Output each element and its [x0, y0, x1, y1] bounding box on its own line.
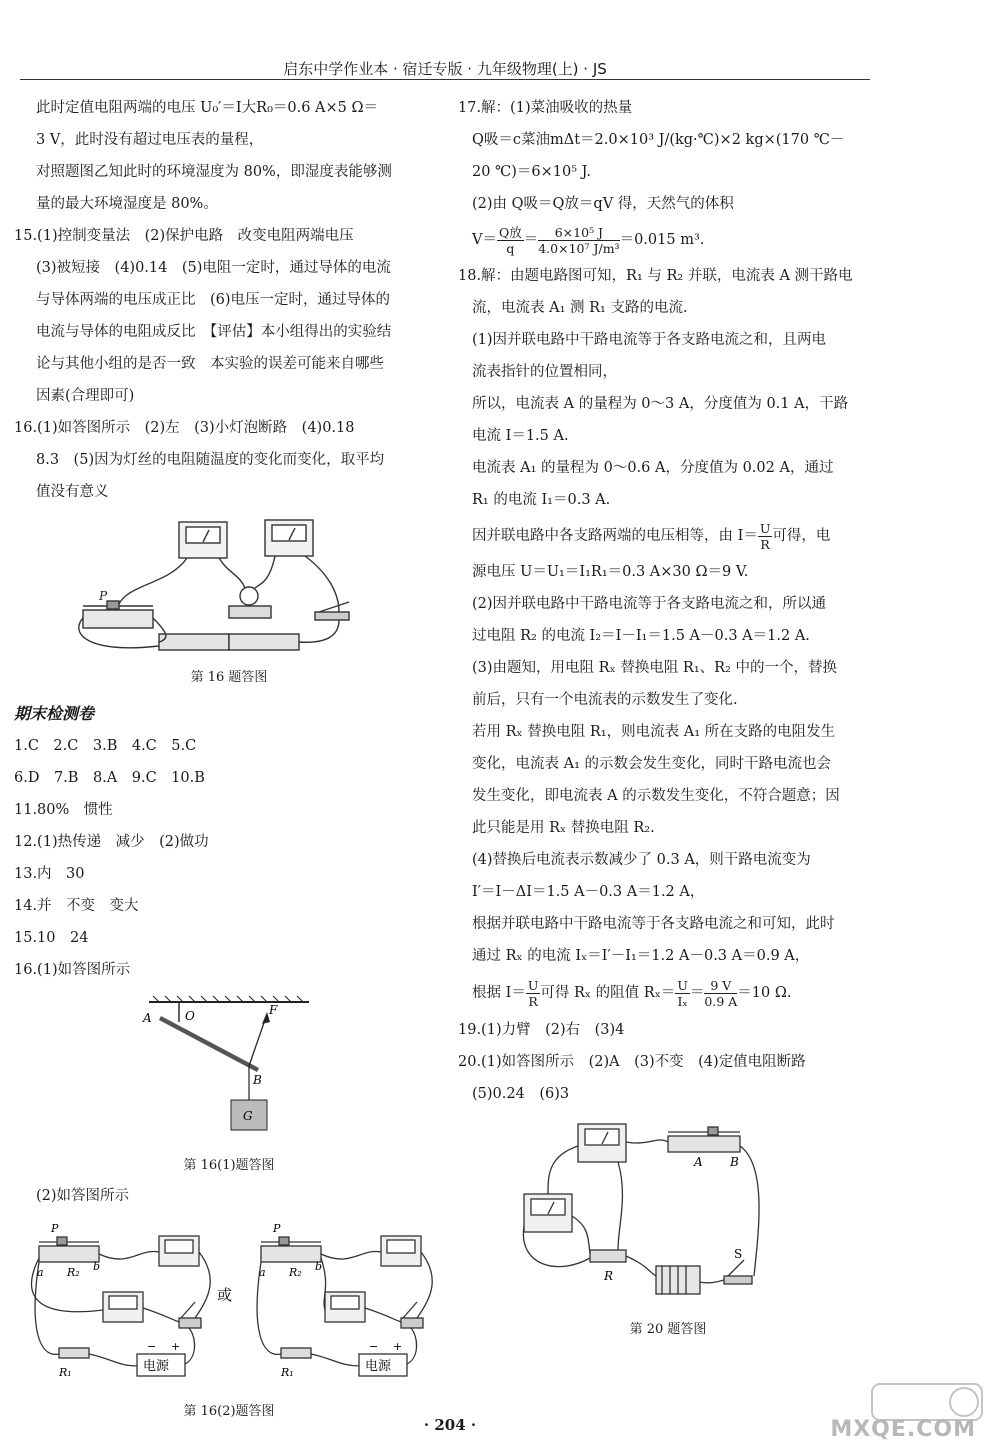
- text-line: 源电压 U＝U₁＝I₁R₁＝0.3 A×30 Ω＝9 V.: [472, 564, 749, 580]
- text-line: 通过 Rₓ 的电流 Iₓ＝I′－I₁＝1.2 A－0.3 A＝0.9 A，: [472, 948, 810, 964]
- text-line: 8.3 (5)因为灯丝的电阻随温度的变化而变化，取平均: [36, 452, 385, 468]
- final-exam-answers: [14, 730, 444, 986]
- text-line: (3)由题知，用电阻 Rₓ 替换电阻 R₁、R₂ 中的一个，替换: [472, 660, 837, 676]
- figure-20-caption: 第 20 题答图: [629, 1322, 707, 1337]
- circuit-b-power-label: 电源: [365, 1359, 392, 1374]
- answer-line: 6.D 7.B 8.A 9.C 10.B: [14, 770, 205, 786]
- answer-line: 12.(1)热传递 减少 (2)做功: [14, 834, 209, 850]
- figure-16-circuit: [69, 514, 389, 664]
- watermark: [830, 1380, 992, 1448]
- text-line: (4)替换后电流表示数减少了 0.3 A，则干路电流变为: [472, 852, 811, 868]
- circuit-b-label-p: P: [273, 1222, 281, 1235]
- answer-line: 1.C 2.C 3.B 4.C 5.C: [14, 738, 197, 754]
- ohm-law-line-1: [458, 516, 878, 556]
- fig20-label-s: S: [734, 1247, 743, 1261]
- text-span: 可得 Rₓ 的阻值 Rₓ＝: [540, 985, 676, 1001]
- text-line: 发生变化，即电流表 A 的示数发生变化，不符合题意；因: [472, 788, 840, 804]
- lever-label-b: B: [253, 1073, 262, 1087]
- text-line: 所以，电流表 A 的量程为 0～3 A，分度值为 0.1 A，干路: [472, 396, 849, 412]
- text-line: 根据并联电路中干路电流等于各支路电流之和可知，此时: [472, 916, 835, 932]
- formula-v-rhs: ＝0.015 m³.: [619, 232, 705, 248]
- text-span: 可得，电: [772, 528, 831, 544]
- left-text-block: [14, 92, 444, 508]
- text-line: 前后，只有一个电流表的示数发生了变化.: [472, 692, 738, 708]
- section-title: 期末检测卷: [14, 704, 95, 723]
- watermark-text: MXQE.COM: [830, 1417, 976, 1442]
- fraction-den: R: [760, 536, 770, 552]
- text-line: 论与其他小组的是否一致 本实验的误差可能来自哪些: [36, 356, 384, 372]
- text-line: 流表指针的位置相同，: [472, 364, 617, 380]
- figure-16-caption: 第 16 题答图: [190, 670, 268, 685]
- text-span: 根据 I＝: [472, 985, 526, 1001]
- figure-16-2-caption: 第 16(2)题答图: [183, 1404, 275, 1419]
- circuit-a-plus: +: [171, 1340, 181, 1353]
- figure-16-2-circuits: [19, 1218, 439, 1398]
- fraction-num: Q放: [498, 224, 522, 240]
- text-line: 对照题图乙知此时的环境湿度为 80%，即湿度表能够测: [36, 164, 392, 180]
- text-line: 15.(1)控制变量法 (2)保护电路 改变电阻两端电压: [14, 228, 354, 244]
- fraction-q-over-q: [497, 225, 524, 256]
- formula-eq: ＝: [523, 232, 539, 248]
- fig20-label-b: B: [730, 1155, 739, 1169]
- fraction-u-over-r: [526, 978, 541, 1009]
- fraction-num: 9 V: [704, 978, 737, 994]
- circuit-b-minus: −: [369, 1340, 379, 1353]
- answers-19-20: [458, 1014, 878, 1110]
- text-line: 此只能是用 Rₓ 替换电阻 R₂.: [472, 820, 655, 836]
- svg-text:P: P: [99, 589, 108, 603]
- text-line: 20.(1)如答图所示 (2)A (3)不变 (4)定值电阻断路: [458, 1054, 806, 1070]
- answer-line: 14.并 不变 变大: [14, 898, 139, 914]
- left-column: [14, 92, 444, 1426]
- text-line: (5)0.24 (6)3: [472, 1086, 570, 1102]
- text-span: ＝: [689, 985, 705, 1001]
- text-line: 20 ℃)＝6×10⁵ J.: [472, 164, 591, 180]
- text-line: 18.解：由题电路图可知，R₁ 与 R₂ 并联，电流表 A 测干路电: [458, 268, 853, 284]
- circuit-a-power-label: 电源: [143, 1359, 170, 1374]
- page-number: · 204 ·: [423, 1416, 477, 1434]
- answer-18-block: [458, 260, 878, 516]
- text-line: 流，电流表 A₁ 测 R₁ 支路的电流.: [472, 300, 688, 316]
- volume-formula: [458, 220, 878, 260]
- circuit-a-label-b: b: [93, 1260, 101, 1273]
- fraction-values: [704, 978, 737, 1009]
- text-line: 此时定值电阻两端的电压 U₀′＝I大R₀＝0.6 A×5 Ω＝: [36, 100, 379, 116]
- answer-line: 11.80% 惯性: [14, 802, 113, 818]
- text-line: 19.(1)力臂 (2)右 (3)4: [458, 1022, 625, 1038]
- text-line: 17.解：(1)菜油吸收的热量: [458, 100, 633, 116]
- circuit-b-label-b: b: [315, 1260, 323, 1273]
- text-line: 变化，电流表 A₁ 的示数会发生变化，同时干路电流也会: [472, 756, 832, 772]
- fraction-u-over-r: [758, 521, 773, 552]
- circuit-a-minus: −: [147, 1340, 157, 1353]
- formula-v-lhs: V＝: [472, 232, 497, 248]
- text-line: 与导体两端的电压成正比 (6)电压一定时，通过导体的: [36, 292, 391, 308]
- fraction-u-over-ix: [675, 978, 690, 1009]
- item-16-2: (2)如答图所示: [36, 1188, 130, 1204]
- text-line: 电流与导体的电阻成反比 【评估】本小组得出的实验结: [36, 324, 392, 340]
- text-span: 因并联电路中各支路两端的电压相等，由 I＝: [472, 528, 758, 544]
- fraction-den: q: [506, 240, 515, 256]
- text-line: Q吸＝c菜油mΔt＝2.0×10³ J/(kg·℃)×2 kg×(170 ℃－: [472, 132, 845, 148]
- answer-line: 13.内 30: [14, 866, 85, 882]
- lever-label-a: A: [143, 1011, 152, 1025]
- ohm-law-line-2: [458, 972, 878, 1014]
- text-line: 值没有意义: [36, 484, 109, 500]
- circuit-b-label-r2: R₂: [289, 1266, 302, 1279]
- text-line: 电流 I＝1.5 A.: [472, 428, 569, 444]
- header-rule: [20, 79, 870, 80]
- text-line: I′＝I－ΔI＝1.5 A－0.3 A＝1.2 A，: [472, 884, 705, 900]
- figure-16-1-caption: 第 16(1)题答图: [183, 1158, 275, 1173]
- text-line: 若用 Rₓ 替换电阻 R₁，则电流表 A₁ 所在支路的电阻发生: [472, 724, 836, 740]
- text-line: 3 V，此时没有超过电压表的量程，: [36, 132, 264, 148]
- text-line: 过电阻 R₂ 的电流 I₂＝I－I₁＝1.5 A－0.3 A＝1.2 A.: [472, 628, 810, 644]
- circuit-a-label-a: a: [37, 1266, 44, 1279]
- fraction-den: R: [528, 993, 538, 1009]
- text-line: 电流表 A₁ 的量程为 0～0.6 A，分度值为 0.02 A，通过: [472, 460, 834, 476]
- fraction-den: 0.9 A: [704, 993, 738, 1009]
- lever-label-f: F: [269, 1003, 278, 1017]
- circuit-b-label-a: a: [259, 1266, 266, 1279]
- text-line: 量的最大环境湿度是 80%。: [36, 196, 218, 212]
- fraction-num: U: [759, 520, 771, 536]
- text-line: (1)因并联电路中干路电流等于各支路电流之和，且两电: [472, 332, 827, 348]
- fraction-den: Iₓ: [677, 993, 688, 1009]
- fraction-num: U: [677, 977, 688, 993]
- answer-line: 16.(1)如答图所示: [14, 962, 131, 978]
- right-column: [458, 92, 878, 1344]
- fraction-num: 6×10⁵ J: [538, 225, 619, 241]
- answer-line: 15.10 24: [14, 930, 89, 946]
- answer-18-continued: [458, 556, 878, 972]
- circuit-a-label-r2: R₂: [67, 1266, 80, 1279]
- circuit-b-label-r1: R₁: [281, 1366, 294, 1379]
- answer-17-block: [458, 92, 878, 220]
- circuit-b-plus: +: [393, 1340, 403, 1353]
- fraction-den: 4.0×10⁷ J/m³: [538, 240, 620, 256]
- running-header: 启东中学作业本 · 宿迁专版 · 九年级物理(上) · JS: [283, 60, 607, 78]
- text-line: 因素(合理即可): [36, 388, 135, 404]
- text-line: 16.(1)如答图所示 (2)左 (3)小灯泡断路 (4)0.18: [14, 420, 355, 436]
- figure-20-circuit: [518, 1116, 818, 1316]
- weight-label-g: G: [243, 1109, 253, 1123]
- fraction-num: U: [527, 977, 539, 993]
- fig20-label-a: A: [694, 1155, 703, 1169]
- circuit-a-label-p: P: [51, 1222, 59, 1235]
- text-line: R₁ 的电流 I₁＝0.3 A.: [472, 492, 611, 508]
- text-line: (3)被短接 (4)0.14 (5)电阻一定时，通过导体的电流: [36, 260, 391, 276]
- text-line: (2)由 Q吸＝Q放＝qV 得，天然气的体积: [472, 196, 734, 212]
- circuit-a-label-r1: R₁: [59, 1366, 72, 1379]
- fig20-label-r: R: [604, 1269, 614, 1283]
- or-connector: 或: [217, 1286, 233, 1304]
- figure-16-1-lever: [109, 992, 349, 1152]
- text-line: (2)因并联电路中干路电流等于各支路电流之和，所以通: [472, 596, 827, 612]
- lever-label-o: O: [185, 1009, 195, 1023]
- text-span: ＝10 Ω.: [737, 985, 792, 1001]
- fraction-values: [538, 225, 619, 256]
